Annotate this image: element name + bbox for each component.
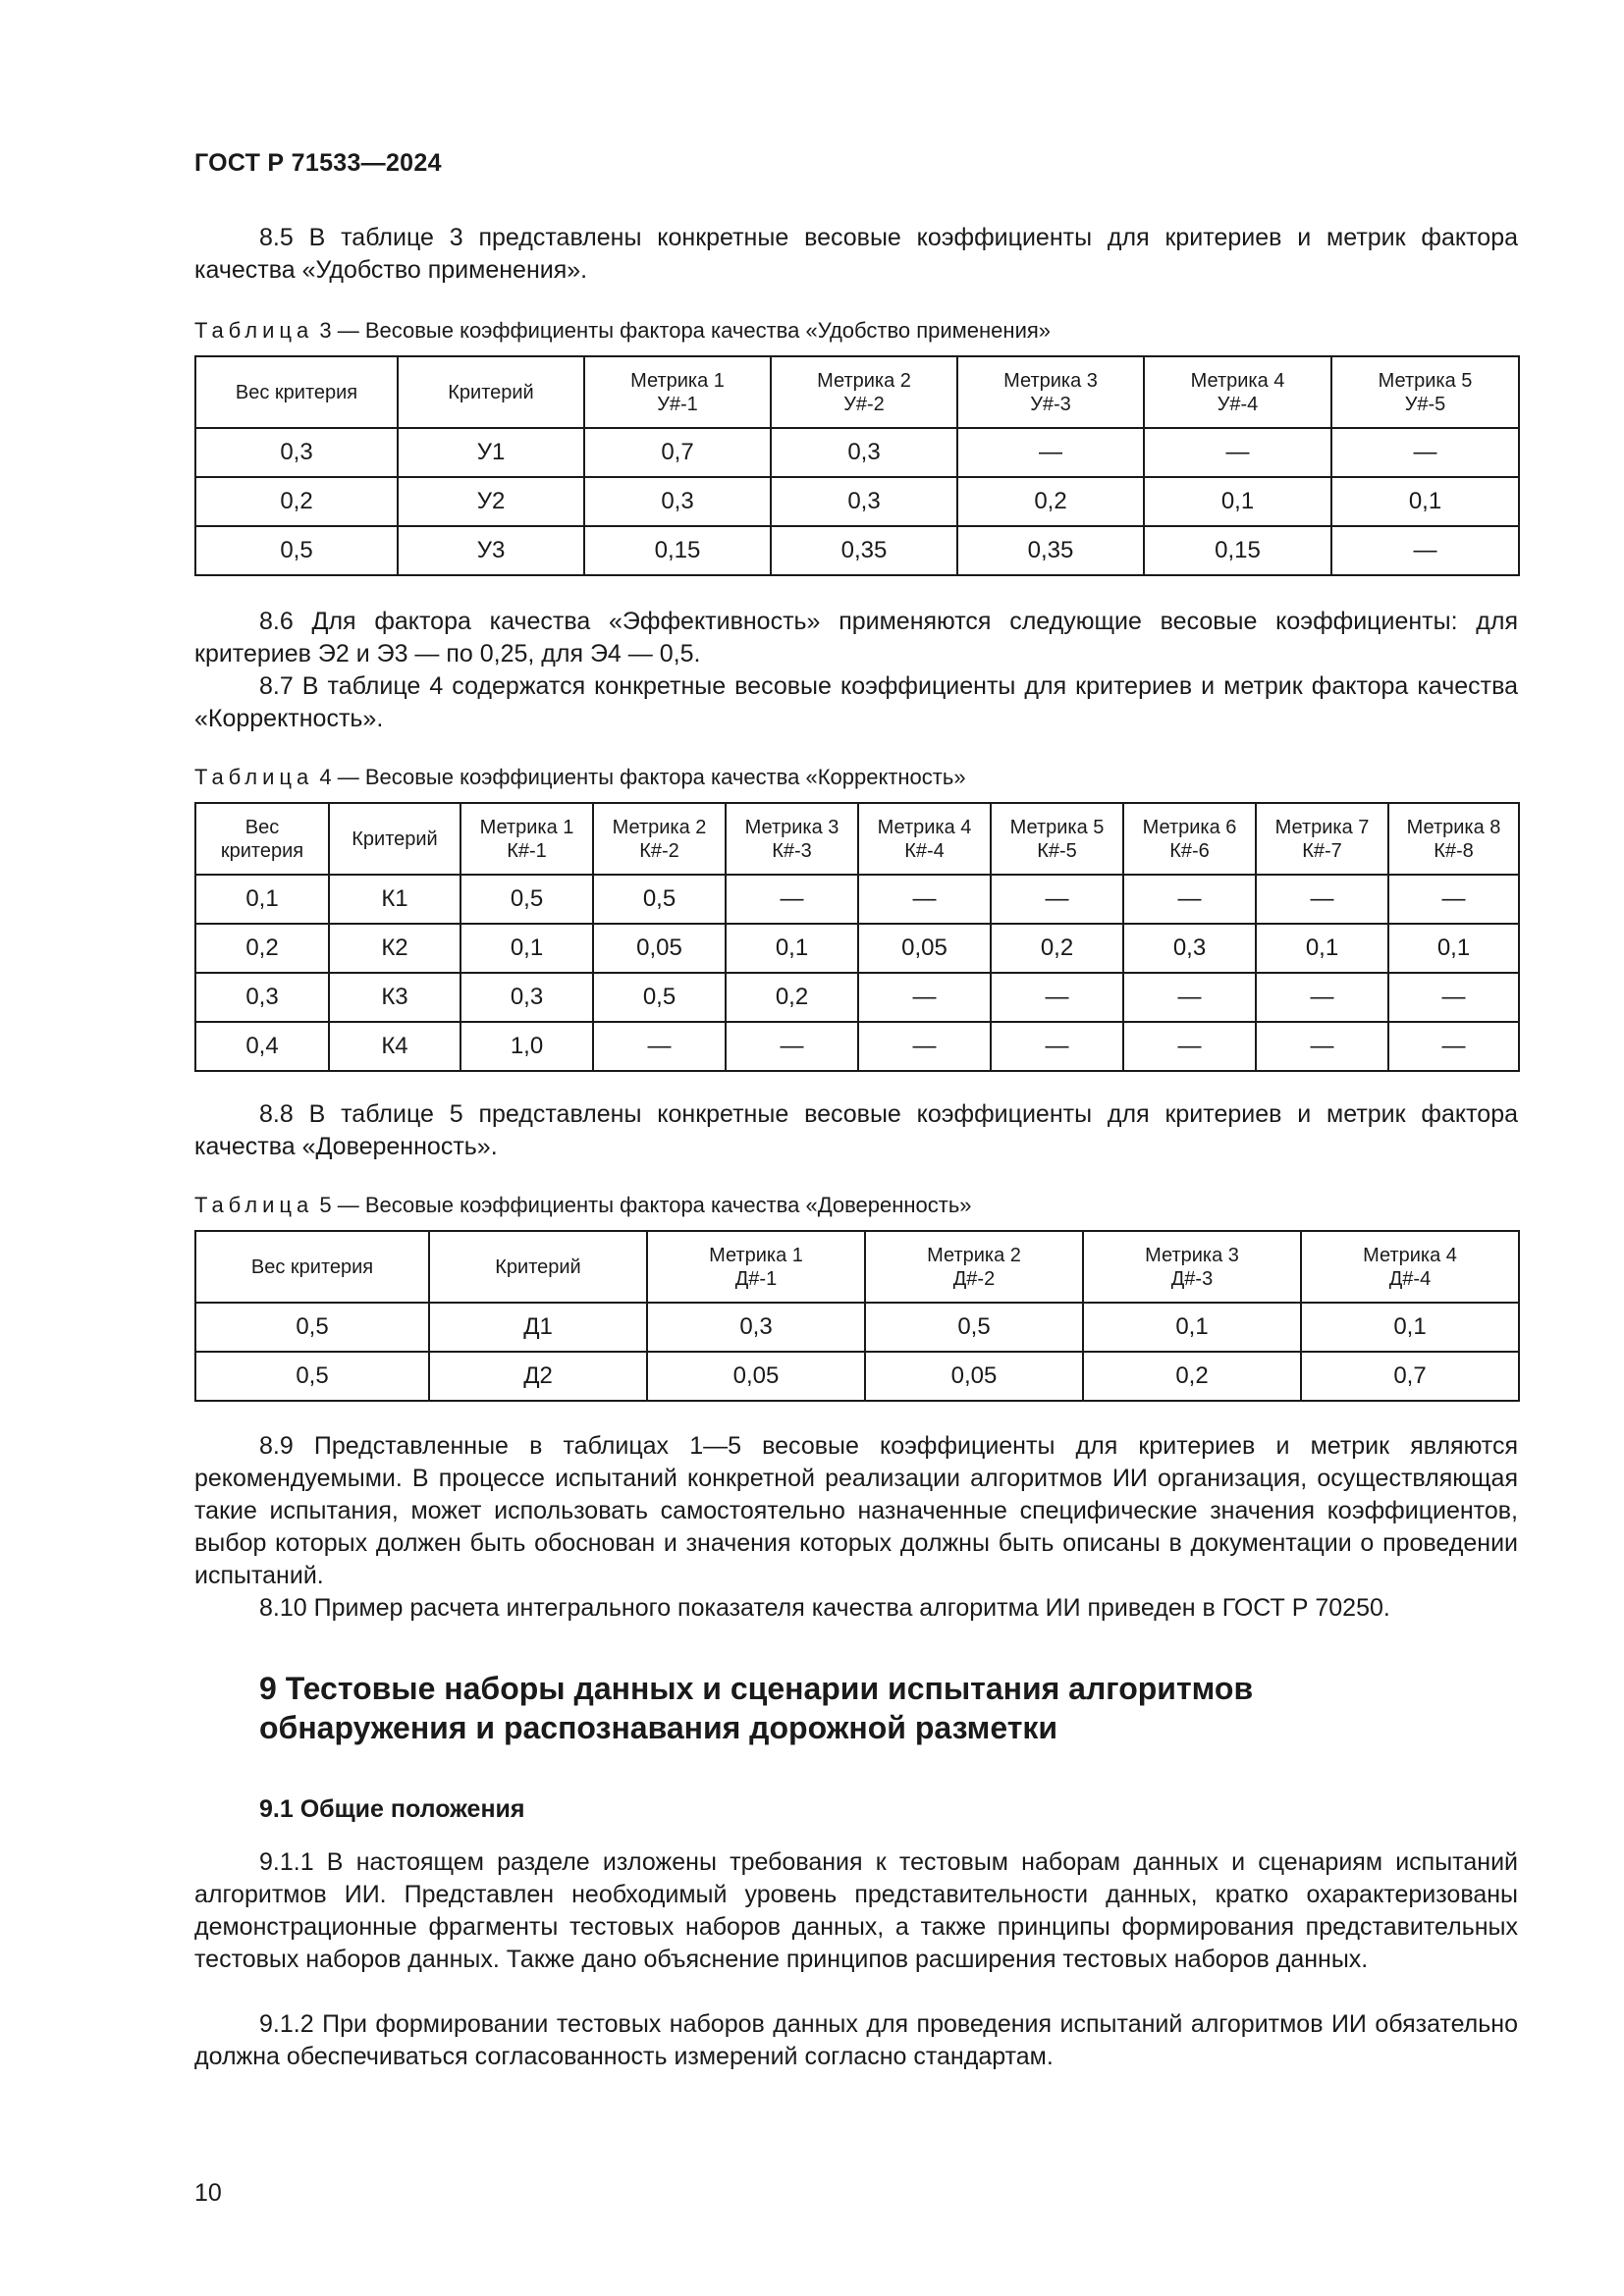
table-row (195, 428, 1519, 477)
subsection-9-1-title: 9.1 Общие положения (259, 1795, 525, 1823)
table-cell: 0,4 (195, 1022, 329, 1071)
paragraph-9-1-2: 9.1.2 При формировании тестовых наборов данных для проведения испытаний алгоритмов ИИ обязательно должна обеспечиваться согласованность измерений согласно стандартам. (194, 2010, 1518, 2070)
table-cell: 0,3 (1123, 924, 1256, 973)
table-5-grid (194, 1230, 1520, 1402)
table-cell: — (1256, 875, 1388, 924)
table-cell: 0,1 (1331, 477, 1519, 526)
table-4-caption: Таблица 4 — Весовые коэффициенты фактора качества «Корректность» (194, 765, 966, 789)
column-header (460, 803, 593, 875)
table-cell: 0,2 (195, 924, 329, 973)
column-header-line: Метрика 1 (630, 369, 725, 392)
table-cell: К2 (329, 924, 460, 973)
table-row (195, 1022, 1519, 1071)
table-cell: 0,7 (584, 428, 771, 477)
table-cell: 0,05 (647, 1352, 865, 1401)
column-header-line: У#-2 (843, 393, 885, 415)
table-cell: 0,5 (865, 1303, 1083, 1352)
table-cell: — (858, 875, 991, 924)
table-cell: К3 (329, 973, 460, 1022)
table-cell: 0,1 (1301, 1303, 1519, 1352)
column-header (584, 356, 771, 428)
table-header-row (195, 803, 1519, 875)
column-header (858, 803, 991, 875)
table-cell: У1 (398, 428, 584, 477)
column-header (991, 803, 1123, 875)
column-header (329, 803, 460, 875)
table-header-row (195, 1231, 1519, 1303)
table-cell: 0,3 (195, 973, 329, 1022)
column-header-line: Метрика 2 (927, 1244, 1021, 1266)
table-cell: 0,05 (865, 1352, 1083, 1401)
column-header-line: Д#-4 (1388, 1267, 1432, 1290)
table-cell: 0,3 (584, 477, 771, 526)
column-header-line: Метрика 2 (817, 369, 911, 392)
table-row (195, 1352, 1519, 1401)
table-cell: 0,1 (460, 924, 593, 973)
table-cell: 0,5 (195, 1303, 429, 1352)
column-header-line: Д#-3 (1170, 1267, 1214, 1290)
table-cell: 0,05 (858, 924, 991, 973)
table-cell: 0,5 (460, 875, 593, 924)
column-header-line: К#-8 (1434, 839, 1474, 862)
column-header-line: Метрика 7 (1274, 816, 1370, 838)
table-cell: 0,3 (460, 973, 593, 1022)
column-header-line: К#-1 (507, 839, 547, 862)
paragraph-8-5: 8.5 В таблице 3 представлены конкретные весовые коэффициенты для критериев и метрик фактора качества «Удобство применения». (194, 224, 1518, 284)
column-header-line: Метрика 4 (877, 816, 972, 838)
table-cell: — (1144, 428, 1331, 477)
table-cell: 0,35 (957, 526, 1144, 575)
table-row (195, 477, 1519, 526)
table-cell: Д1 (429, 1303, 647, 1352)
paragraph-8-7: 8.7 В таблице 4 содержатся конкретные весовые коэффициенты для критериев и метрик фактора качества «Корректность». (194, 672, 1518, 732)
column-header-line: Д#-1 (734, 1267, 778, 1290)
table-row (195, 924, 1519, 973)
table-3 (194, 355, 1518, 576)
column-header-line: Метрика 6 (1142, 816, 1237, 838)
column-header-line: Д#-2 (952, 1267, 996, 1290)
column-header (398, 356, 584, 428)
table-row (195, 526, 1519, 575)
column-header-line: К#-5 (1037, 839, 1077, 862)
table-4 (194, 802, 1518, 1072)
table-cell: — (957, 428, 1144, 477)
column-header-line: Вес критерия (250, 1255, 374, 1278)
table-cell: — (858, 1022, 991, 1071)
table-cell: У3 (398, 526, 584, 575)
column-header-line: Метрика 1 (709, 1244, 803, 1266)
column-header-line: У#-4 (1217, 393, 1259, 415)
column-header-line: Метрика 3 (1145, 1244, 1239, 1266)
column-header-line: Метрика 4 (1190, 369, 1285, 392)
table-row (195, 973, 1519, 1022)
table-cell: — (1388, 1022, 1519, 1071)
table-cell: 0,15 (584, 526, 771, 575)
column-header (1256, 803, 1388, 875)
column-header (647, 1231, 865, 1303)
column-header (1083, 1231, 1301, 1303)
table-cell: 0,5 (593, 875, 726, 924)
table-cell: 0,3 (771, 428, 957, 477)
table-cell: — (1256, 973, 1388, 1022)
table-cell: — (1331, 526, 1519, 575)
paragraph-8-10: 8.10 Пример расчета интегрального показателя качества алгоритма ИИ приведен в ГОСТ Р 70250. (259, 1594, 1390, 1622)
table-cell: — (991, 1022, 1123, 1071)
table-cell: 0,7 (1301, 1352, 1519, 1401)
document-header: ГОСТ Р 71533—2024 (194, 149, 442, 177)
table-5-caption: Таблица 5 — Весовые коэффициенты фактора качества «Доверенность» (194, 1193, 972, 1217)
column-header (726, 803, 858, 875)
table-cell: 0,35 (771, 526, 957, 575)
column-header-line: критерия (220, 839, 304, 862)
table-cell: — (726, 875, 858, 924)
column-header (593, 803, 726, 875)
table-3-caption: Таблица 3 — Весовые коэффициенты фактора качества «Удобство применения» (194, 318, 1052, 343)
column-header-line: Метрика 5 (1009, 816, 1105, 838)
paragraph-8-8: 8.8 В таблице 5 представлены конкретные весовые коэффициенты для критериев и метрик фактора качества «Доверенность». (194, 1100, 1518, 1160)
column-header-line: Метрика 8 (1406, 816, 1501, 838)
table-cell: — (726, 1022, 858, 1071)
table-cell: Д2 (429, 1352, 647, 1401)
section-9-title (194, 1669, 1518, 1747)
column-header-line: Метрика 2 (612, 816, 707, 838)
table-row (195, 875, 1519, 924)
table-cell: — (1388, 973, 1519, 1022)
column-header-line: Метрика 4 (1363, 1244, 1457, 1266)
column-header-line: К#-2 (639, 839, 679, 862)
column-header-line: У#-3 (1030, 393, 1071, 415)
column-header (195, 356, 398, 428)
table-cell: — (991, 875, 1123, 924)
table-cell: 0,3 (195, 428, 398, 477)
column-header-line: Метрика 1 (479, 816, 574, 838)
section-title-line-2: обнаружения и распознавания дорожной разметки (259, 1710, 1058, 1745)
paragraph-9-1-1: 9.1.1 В настоящем разделе изложены требования к тестовым наборам данных и сценариям испытаний алгоритмов ИИ. Представлен необходимый уровень представительности данных, кратко охарактеризованы демонстрационные фрагменты тестовых наборов данных, а также принципы формирования представительных тестовых наборов данных. Также дано объяснение принципов расширения тестовых наборов данных. (194, 1848, 1518, 1973)
column-header-line: Метрика 5 (1378, 369, 1473, 392)
table-cell: 0,3 (647, 1303, 865, 1352)
table-cell: 0,05 (593, 924, 726, 973)
section-title-line-1: 9 Тестовые наборы данных и сценарии испытания алгоритмов (259, 1671, 1254, 1706)
table-cell: — (1256, 1022, 1388, 1071)
column-header-line: Критерий (448, 381, 534, 403)
column-header-line: У#-1 (657, 393, 698, 415)
table-cell: 0,1 (726, 924, 858, 973)
table-cell: 0,5 (195, 526, 398, 575)
table-cell: 0,1 (1144, 477, 1331, 526)
table-cell: 1,0 (460, 1022, 593, 1071)
column-header (195, 1231, 429, 1303)
table-3-grid (194, 355, 1520, 576)
table-cell: 0,2 (195, 477, 398, 526)
column-header (195, 803, 329, 875)
paragraph-8-9: 8.9 Представленные в таблицах 1—5 весовые коэффициенты для критериев и метрик являются рекомендуемыми. В процессе испытаний конкретной реализации алгоритмов ИИ организация, осуществляющая такие испытания, может использовать самостоятельно назначенные специфические значения коэффициентов, выбор которых должен быть обоснован и значения которых должны быть описаны в документации о проведении испытаний. (194, 1432, 1518, 1589)
table-cell: — (1123, 1022, 1256, 1071)
table-cell: 0,15 (1144, 526, 1331, 575)
table-cell: 0,1 (195, 875, 329, 924)
table-5 (194, 1230, 1518, 1402)
column-header (1144, 356, 1331, 428)
page-number: 10 (194, 2179, 222, 2207)
table-cell: — (1331, 428, 1519, 477)
column-header (1388, 803, 1519, 875)
table-row (195, 1303, 1519, 1352)
table-cell: 0,1 (1083, 1303, 1301, 1352)
table-cell: — (1123, 875, 1256, 924)
table-cell: 0,1 (1388, 924, 1519, 973)
table-cell: 0,2 (726, 973, 858, 1022)
column-header-line: Вес (244, 816, 280, 838)
table-cell: К4 (329, 1022, 460, 1071)
column-header (429, 1231, 647, 1303)
table-cell: — (991, 973, 1123, 1022)
column-header-line: Критерий (352, 828, 438, 850)
table-cell: 0,2 (957, 477, 1144, 526)
table-cell: 0,1 (1256, 924, 1388, 973)
column-header-line: Метрика 3 (744, 816, 839, 838)
paragraph-8-6: 8.6 Для фактора качества «Эффективность» применяются следующие весовые коэффициенты: для критериев Э2 и Э3 — по 0,25, для Э4 — 0,5. (194, 608, 1518, 667)
table-cell: 0,2 (1083, 1352, 1301, 1401)
table-cell: 0,3 (771, 477, 957, 526)
column-header (865, 1231, 1083, 1303)
column-header (1301, 1231, 1519, 1303)
table-cell: У2 (398, 477, 584, 526)
table-cell: К1 (329, 875, 460, 924)
column-header-line: К#-6 (1169, 839, 1210, 862)
table-cell: 0,2 (991, 924, 1123, 973)
column-header (1331, 356, 1519, 428)
table-header-row (195, 356, 1519, 428)
table-cell: — (858, 973, 991, 1022)
column-header-line: К#-7 (1302, 839, 1342, 862)
column-header (1123, 803, 1256, 875)
table-4-grid (194, 802, 1520, 1072)
column-header-line: Критерий (495, 1255, 581, 1278)
table-cell: 0,5 (593, 973, 726, 1022)
column-header-line: К#-3 (772, 839, 812, 862)
column-header (771, 356, 957, 428)
table-cell: — (1388, 875, 1519, 924)
table-cell: — (593, 1022, 726, 1071)
table-cell: 0,5 (195, 1352, 429, 1401)
column-header (957, 356, 1144, 428)
column-header-line: У#-5 (1404, 393, 1446, 415)
column-header-line: Метрика 3 (1003, 369, 1098, 392)
column-header-line: Вес критерия (235, 381, 358, 403)
column-header-line: К#-4 (904, 839, 945, 862)
table-cell: — (1123, 973, 1256, 1022)
